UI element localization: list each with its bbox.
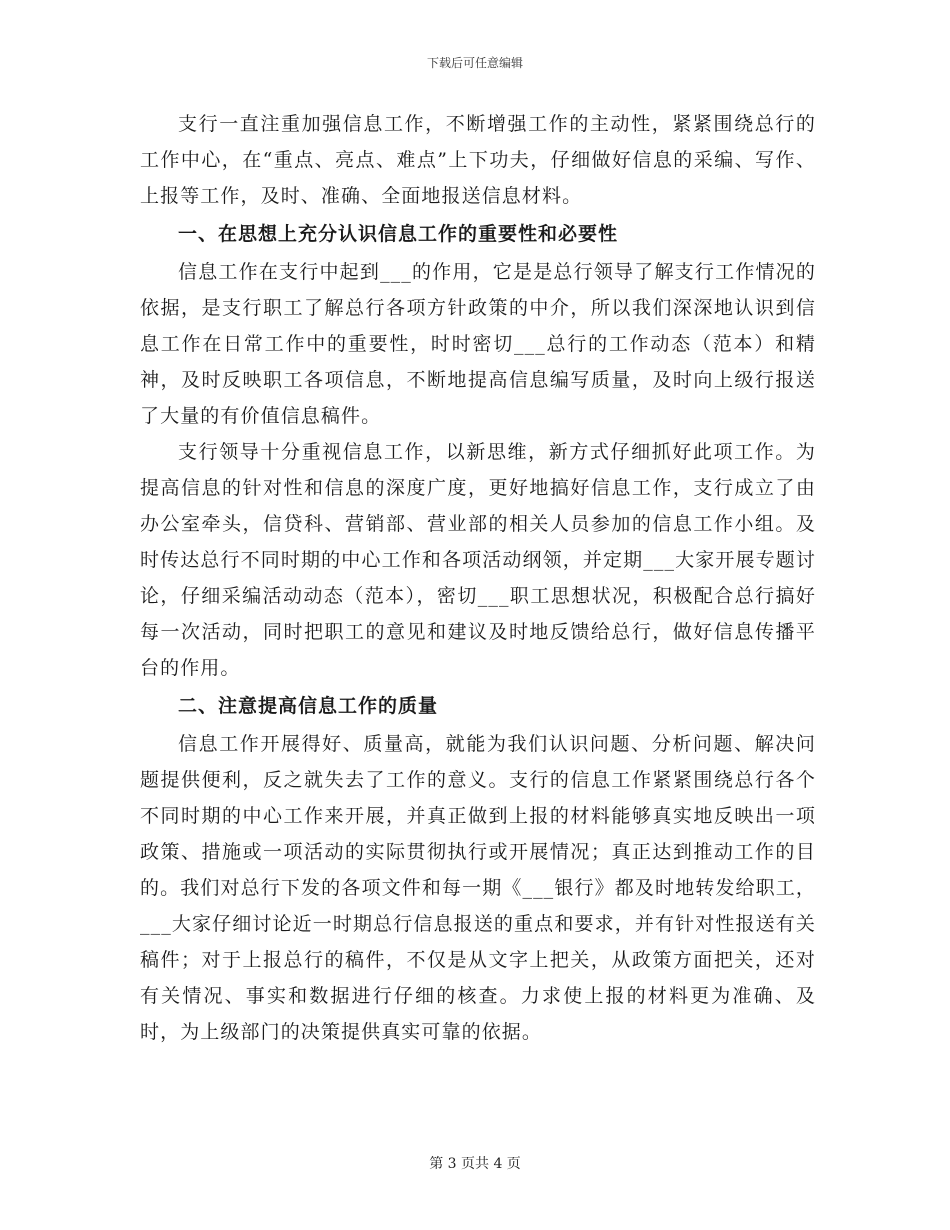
page-header: 下载后可任意编辑 [426,56,523,70]
page-number: 第 3 页共 4 页 [429,1156,521,1172]
section-1-heading: 一、在思想上充分认识信息工作的重要性和必要性 [178,223,619,245]
document-body [140,106,816,1050]
section-2-heading: 二、注意提高信息工作的质量 [178,695,439,717]
section-1-paragraph-2: 支行领导十分重视信息工作，以新思维，新方式仔细抓好此项工作。为提高信息的针对性和信息的深度广度，更好地搞好信息工作，支行成立了由办公室牵头，信贷科、营销部、营业部的相关人员参加的信息工作小组。及时传达总行不同时期的中心工作和各项活动纲领，并定期___大家开展专题讨论，仔细采编活动动态（范本），密切___职工思想状况，积极配合总行搞好每一次活动，同时把职工的意见和建议及时地反馈给总行，做好信息传播平台的作用。 [140,441,816,679]
intro-paragraph: 支行一直注重加强信息工作，不断增强工作的主动性，紧紧围绕总行的工作中心，在“重点、亮点、难点”上下功夫，仔细做好信息的采编、写作、上报等工作，及时、准确、全面地报送信息材料。 [140,113,816,207]
section-1-paragraph-1: 信息工作在支行中起到___的作用，它是是总行领导了解支行工作情况的依据，是支行职工了解总行各项方针政策的中介，所以我们深深地认识到信息工作在日常工作中的重要性，时时密切___总行的工作动态（范本）和精神，及时反映职工各项信息，不断地提高信息编写质量，及时向上级行报送了大量的有价值信息稿件。 [140,261,816,427]
section-2-paragraph-1: 信息工作开展得好、质量高，就能为我们认识问题、分析问题、解决问题提供便利，反之就失去了工作的意义。支行的信息工作紧紧围绕总行各个不同时期的中心工作来开展，并真正做到上报的材料能够真实地反映出一项政策、措施或一项活动的实际贯彻执行或开展情况；真正达到推动工作的目的。我们对总行下发的各项文件和每一期《___银行》都及时地转发给职工，___大家仔细讨论近一时期总行信息报送的重点和要求，并有针对性报送有关稿件；对于上报总行的稿件，不仅是从文字上把关，从政策方面把关，还对有关情况、事实和数据进行仔细的核查。力求使上报的材料更为准确、及时，为上级部门的决策提供真实可靠的依据。 [140,733,816,1043]
